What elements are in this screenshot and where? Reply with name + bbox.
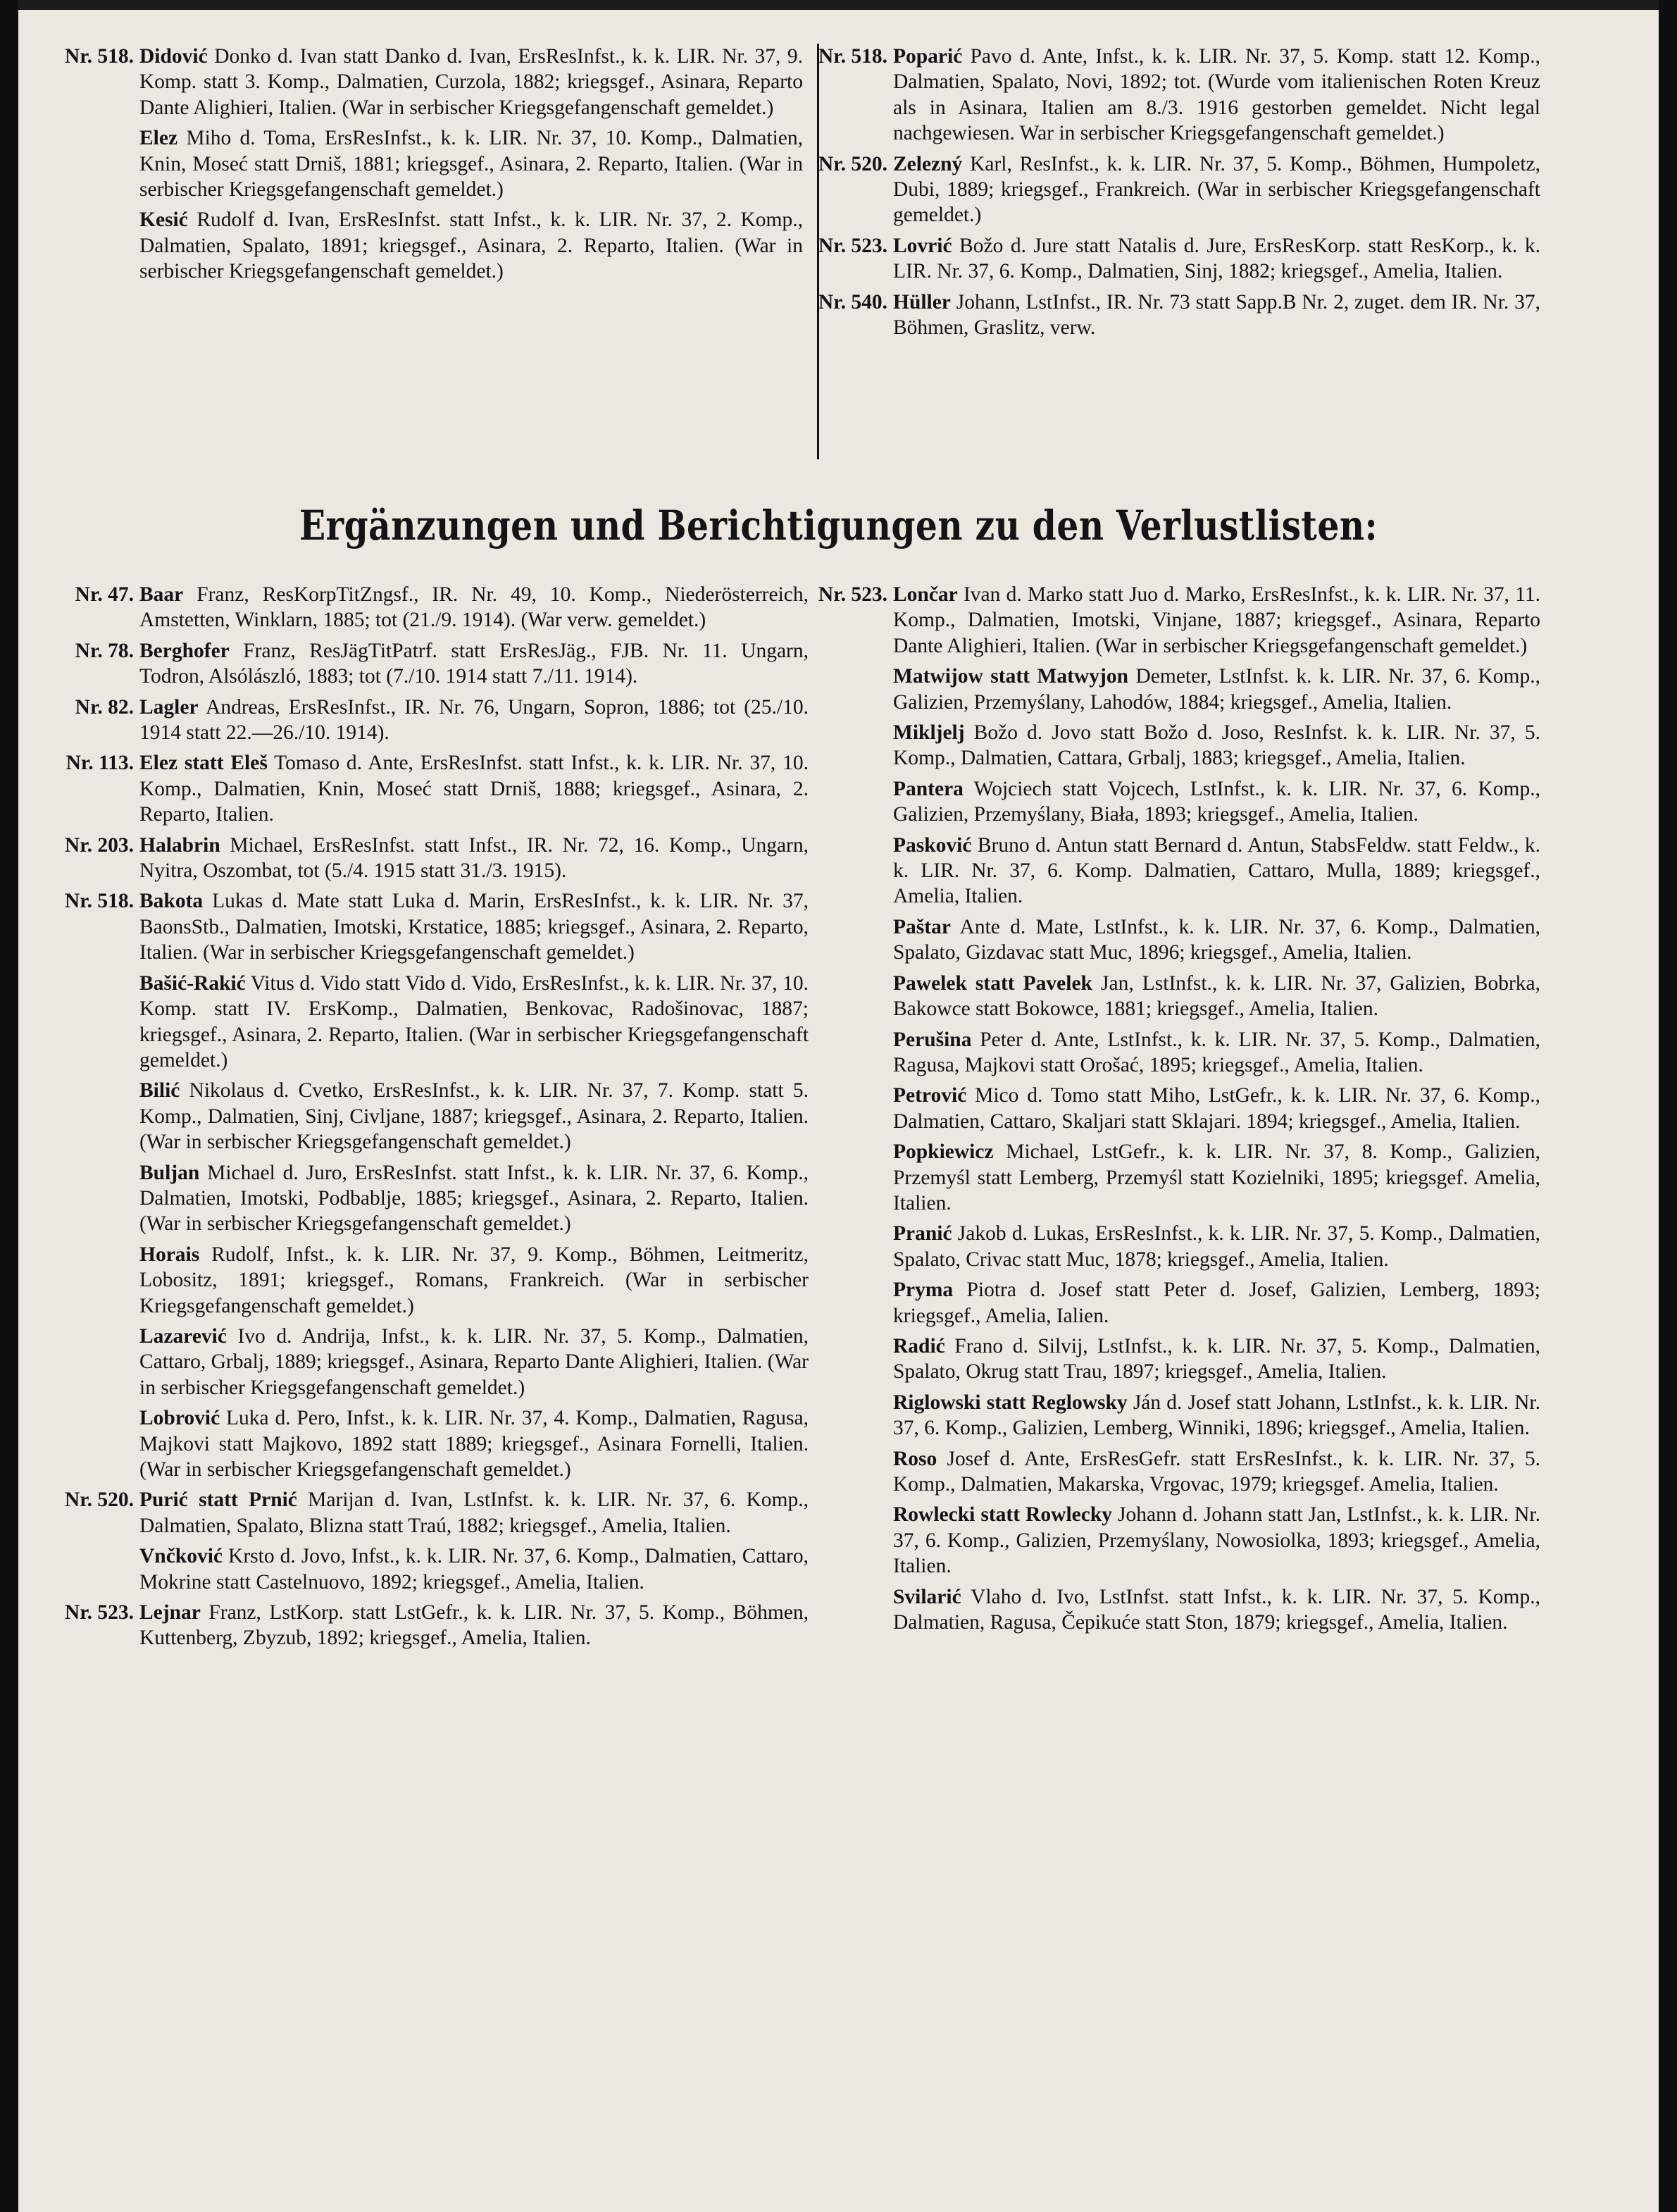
entry-name: Radić <box>893 1334 945 1357</box>
page-edge-left <box>0 0 18 2212</box>
entry-number: Nr. 520. <box>64 1489 134 1512</box>
list-entry <box>79 1543 809 1595</box>
entry-text: Tomaso d. Ante, ErsResInfst. statt Infst., k. k. LIR. Nr. 37, 10. Komp., Dalmatien, Knin, Moseć statt Drniš, 1888; kriegsgef., Asinara, 2. Reparto, Italien. <box>139 752 809 826</box>
entry-text: Pavo d. Ante, Infst., k. k. LIR. Nr. 37, 5. Komp. statt 12. Komp., Dalmatien, Spalato, Novi, 1892; tot. (Wurde vom italienischen Roten Kreuz als in Asinara, Italien am 8./3. 1916 gestorben gemeldet. Nicht legal nachgewiesen. War in serbischer Kriegsgefangenschaft gemeldet.) <box>893 45 1540 145</box>
entry-number: Nr. 518. <box>64 45 134 68</box>
entry-number: Nr. 523. <box>818 234 887 257</box>
entry-text: Johann, LstInfst., IR. Nr. 73 statt Sapp.B Nr. 2, zuget. dem IR. Nr. 37, Böhmen, Graslitz, verw. <box>893 290 1540 340</box>
list-entry <box>79 1405 809 1482</box>
entry-name: Lobrović <box>139 1407 220 1430</box>
entry-name: Pranić <box>893 1222 952 1245</box>
bottom-left-column <box>64 582 809 1656</box>
entry-name: Bilić <box>139 1079 180 1102</box>
list-entry <box>66 750 809 827</box>
entry-number: Nr. 518. <box>64 890 134 913</box>
entry-name: Zelezný <box>893 152 963 175</box>
entry-text: Michael d. Juro, ErsResInfst. statt Infst., k. k. LIR. Nr. 37, 6. Komp., Dalmatien, Imotski, Podbablje, 1885; kriegsgef., Asinara, 2. Reparto, Italien. (War in serbischer Kriegsgefangenschaft gemeldet.) <box>139 1161 809 1236</box>
entry-text: Josef d. Ante, ErsResGefr. statt ErsResInfst., k. k. LIR. Nr. 37, 5. Komp., Dalmatien, Makarska, Vrgovac, 1979; kriegsgef. Amelia, Italien. <box>893 1447 1540 1496</box>
list-entry <box>833 1139 1540 1216</box>
entry-text: Vlaho d. Ivo, LstInfst. statt Infst., k. k. LIR. Nr. 37, 5. Komp., Dalmatien, Ragusa, Čepikuće statt Ston, 1879; kriegsgef., Amelia, Italien. <box>893 1585 1540 1634</box>
entry-text: Mico d. Tomo statt Miho, LstGefr., k. k. LIR. Nr. 37, 6. Komp., Dalmatien, Cattaro, Skaljari statt Sklajari. 1894; kriegsgef., Amelia, Italien. <box>893 1084 1540 1133</box>
entry-text: Wojciech statt Vojcech, LstInfst., k. k. LIR. Nr. 37, 6. Komp., Galizien, Przemyślany, Biała, 1893; kriegsgef., Amelia, Italien. <box>893 777 1540 826</box>
entry-number: Nr. 203. <box>64 833 134 857</box>
entry-name: Horais <box>139 1243 200 1266</box>
entry-name: Popkiewicz <box>893 1141 994 1164</box>
list-entry <box>64 1600 809 1651</box>
entry-name: Didović <box>139 45 208 68</box>
page-edge-right <box>1659 0 1677 2212</box>
entry-name: Elez <box>139 127 178 150</box>
entry-number: Nr. 540. <box>818 290 887 313</box>
list-entry <box>833 1584 1540 1636</box>
entry-name: Hüller <box>893 290 951 313</box>
entry-text: Miho d. Toma, ErsResInfst., k. k. LIR. Nr. 37, 10. Komp., Dalmatien, Knin, Moseć statt Drniš, 1881; kriegsgef., Asinara, 2. Reparto, Italien. (War in serbischer Kriegsgefangenschaft gemeldet.) <box>139 127 803 201</box>
entry-text: Nikolaus d. Cvetko, ErsResInfst., k. k. LIR. Nr. 37, 7. Komp. statt 5. Komp., Dalmatien, Sinj, Civljane, 1887; kriegsgef., Asinara, 2. Reparto, Italien. (War in serbischer Kriegsgefangenschaft gemeldet.) <box>139 1079 809 1154</box>
bottom-right-column <box>818 582 1540 1640</box>
entry-number: Nr. 523. <box>64 1601 134 1624</box>
entry-text: Božo d. Jure statt Natalis d. Jure, ErsResKorp. statt ResKorp., k. k. LIR. Nr. 37, 6. Komp., Dalmatien, Sinj, 1882; kriegsgef., Amelia, Italien. <box>893 234 1540 283</box>
list-entry <box>833 833 1540 909</box>
list-entry <box>79 1242 809 1319</box>
entry-name: Lagler <box>139 695 199 719</box>
list-entry <box>833 1446 1540 1498</box>
entry-number: Nr. 113. <box>66 752 134 775</box>
entry-name: Pasković <box>893 833 972 857</box>
entry-name: Berghofer <box>139 639 230 662</box>
entry-name: Lazarević <box>139 1324 227 1348</box>
entry-name: Mikljelj <box>893 721 965 745</box>
entry-text: Piotra d. Josef statt Peter d. Josef, Galizien, Lemberg, 1893; kriegsgef., Amelia, Ialien. <box>893 1279 1540 1327</box>
entry-name: Elez statt Eleš <box>139 752 268 775</box>
entry-name: Lejnar <box>139 1601 201 1624</box>
entry-text: Jan, LstInfst., k. k. LIR. Nr. 37, Galizien, Bobrka, Bakowce statt Bokowce, 1881; kriegsgef., Amelia, Italien. <box>893 971 1540 1021</box>
entry-name: Buljan <box>139 1161 200 1184</box>
list-entry <box>833 1083 1540 1134</box>
entry-name: Bašić-Rakić <box>139 971 246 995</box>
entry-name: Vnčković <box>139 1545 223 1568</box>
list-entry <box>833 914 1540 966</box>
list-entry <box>64 44 803 120</box>
list-entry <box>833 1334 1540 1385</box>
top-left-column <box>64 44 803 290</box>
list-entry <box>75 582 809 633</box>
list-entry <box>818 44 1540 147</box>
list-entry <box>818 582 1540 659</box>
list-entry <box>833 664 1540 715</box>
entry-name: Paštar <box>893 915 951 938</box>
entry-text: Karl, ResInfst., k. k. LIR. Nr. 37, 5. Komp., Böhmen, Humpoletz, Dubi, 1889; kriegsgef., Frankreich. (War in serbischer Kriegsgefangenschaft gemeldet.) <box>893 152 1540 227</box>
entry-number: Nr. 82. <box>75 695 134 719</box>
entry-name: Lovrić <box>893 234 952 257</box>
list-entry <box>833 776 1540 828</box>
entry-text: Johann d. Johann statt Jan, LstInfst., k. k. LIR. Nr. 37, 6. Komp., Galizien, Przemyślany, Nowosiolka, 1893; kriegsgef., Amelia, Italien. <box>893 1503 1540 1578</box>
entry-name: Poparić <box>893 45 963 68</box>
entry-text: Frano d. Silvij, LstInfst., k. k. LIR. Nr. 37, 5. Komp., Dalmatien, Spalato, Okrug statt Trau, 1897; kriegsgef., Amelia, Italien. <box>893 1334 1540 1384</box>
entry-name: Purić statt Prnić <box>139 1489 297 1512</box>
list-entry <box>833 1221 1540 1272</box>
list-entry <box>833 720 1540 771</box>
list-entry <box>818 233 1540 285</box>
entry-name: Riglowski statt Reglowsky <box>893 1391 1128 1414</box>
entry-text: Peter d. Ante, LstInfst., k. k. LIR. Nr. 37, 5. Komp., Dalmatien, Ragusa, Majkovi statt Orošać, 1895; kriegsgef., Amelia, Italien. <box>893 1028 1540 1076</box>
list-entry <box>833 1502 1540 1579</box>
entry-name: Kesić <box>139 209 188 232</box>
entry-name: Perušina <box>893 1028 972 1051</box>
entry-number: Nr. 523. <box>818 583 887 606</box>
entry-number: Nr. 78. <box>75 639 134 662</box>
entry-name: Pryma <box>893 1279 954 1302</box>
entry-text: Vitus d. Vido statt Vido d. Vido, ErsResInfst., k. k. LIR. Nr. 37, 10. Komp. statt IV. ErsKomp., Dalmatien, Benkovac, Radošinovac, 1887; kriegsgef., Asinara, 2. Reparto, Italien. (War in serbischer Kriegsgefangenschaft gemeldet.) <box>139 971 809 1071</box>
entry-name: Rowlecki statt Rowlecky <box>893 1503 1113 1527</box>
entry-number: Nr. 47. <box>75 583 134 606</box>
list-entry <box>79 207 803 284</box>
entry-text: Donko d. Ivan statt Danko d. Ivan, ErsResInfst., k. k. LIR. Nr. 37, 9. Komp. statt 3. Komp., Dalmatien, Curzola, 1882; kriegsgef., Asinara, Reparto Dante Alighieri, Italien. (War in serbischer Kriegsgefangenschaft gemeldet.) <box>139 45 803 119</box>
entry-text: Franz, LstKorp. statt LstGefr., k. k. LIR. Nr. 37, 5. Komp., Böhmen, Kuttenberg, Zbyzub, 1892; kriegsgef., Amelia, Italien. <box>139 1601 809 1650</box>
entry-text: Michael, LstGefr., k. k. LIR. Nr. 37, 8. Komp., Galizien, Przemyśl statt Lemberg, Przemyśl statt Kozielniki, 1895; kriegsgef. Amelia, Italien. <box>893 1141 1540 1214</box>
list-entry <box>79 1324 809 1400</box>
entry-text: Božo d. Jovo statt Božo d. Joso, ResInfst. k. k. LIR. Nr. 37, 5. Komp., Dalmatien, Cattara, Grbalj, 1883; kriegsgef., Amelia, Italien. <box>893 721 1540 770</box>
page-edge-top <box>0 0 1677 10</box>
entry-text: Franz, ResJägTitPatrf. statt ErsResJäg., FJB. Nr. 11. Ungarn, Todron, Alsólászló, 1883; tot (7./10. 1914 statt 7./11. 1914). <box>139 639 809 688</box>
list-entry <box>79 971 809 1074</box>
entry-text: Andreas, ErsResInfst., IR. Nr. 76, Ungarn, Sopron, 1886; tot (25./10. 1914 statt 22.—26./10. 1914). <box>139 695 809 745</box>
list-entry <box>79 1160 809 1237</box>
entry-name: Pawelek statt Pavelek <box>893 971 1092 995</box>
list-entry <box>64 888 809 965</box>
entry-name: Halabrin <box>139 833 220 857</box>
entry-text: Marijan d. Ivan, LstInfst. k. k. LIR. Nr. 37, 6. Komp., Dalmatien, Spalato, Blizna statt Traú, 1882; kriegsgef., Amelia, Italien. <box>139 1489 809 1537</box>
entry-text: Rudolf d. Ivan, ErsResInfst. statt Infst., k. k. LIR. Nr. 37, 2. Komp., Dalmatien, Spalato, 1891; kriegsgef., Asinara, 2. Reparto, Italien. (War in serbischer Kriegsgefangenschaft gemeldet.) <box>139 209 803 283</box>
entry-text: Bruno d. Antun statt Bernard d. Antun, StabsFeldw. statt Feldw., k. k. LIR. Nr. 37, 6. Komp. Dalmatien, Cattaro, Mulla, 1889; kriegsgef., Amelia, Italien. <box>893 833 1540 908</box>
entry-number: Nr. 518. <box>818 45 887 68</box>
entry-name: Bakota <box>139 890 204 913</box>
entry-text: Demeter, LstInfst. k. k. LIR. Nr. 37, 6. Komp., Galizien, Przemyślany, Lahodów, 1884; kriegsgef., Amelia, Italien. <box>893 665 1540 714</box>
list-entry <box>75 695 809 746</box>
entry-text: Luka d. Pero, Infst., k. k. LIR. Nr. 37, 4. Komp., Dalmatien, Ragusa, Majkovi statt Majkovo, 1892 statt 1889; kriegsgef., Asinara Fornelli, Italien. (War in serbischer Kriegsgefangenschaft gemeldet.) <box>139 1407 809 1481</box>
list-entry <box>79 125 803 202</box>
entry-text: Lukas d. Mate statt Luka d. Marin, ErsResInfst., k. k. LIR. Nr. 37, BaonsStb., Dalmatien, Imotski, Krstatice, 1885; kriegsgef., Asinara, 2. Reparto, Italien. (War in serbischer Kriegsgefangenschaft gemeldet.) <box>139 890 809 964</box>
list-entry <box>818 290 1540 341</box>
entry-name: Roso <box>893 1447 937 1470</box>
entry-name: Pantera <box>893 777 964 800</box>
list-entry <box>833 1027 1540 1079</box>
top-right-column <box>818 44 1540 345</box>
entry-name: Svilarić <box>893 1585 961 1608</box>
list-entry <box>833 971 1540 1022</box>
entry-number: Nr. 520. <box>818 152 887 175</box>
entry-text: Michael, ErsResInfst. statt Infst., IR. Nr. 72, 16. Komp., Ungarn, Nyitra, Oszombat, tot (5./4. 1915 statt 31./3. 1915). <box>139 833 809 883</box>
entry-name: Baar <box>139 583 184 606</box>
list-entry <box>833 1390 1540 1441</box>
entry-text: Jakob d. Lukas, ErsResInfst., k. k. LIR. Nr. 37, 5. Komp., Dalmatien, Spalato, Crivac statt Muc, 1878; kriegsgef., Amelia, Italien. <box>893 1222 1540 1271</box>
entry-text: Krsto d. Jovo, Infst., k. k. LIR. Nr. 37, 6. Komp., Dalmatien, Cattaro, Mokrine statt Castelnuovo, 1892; kriegsgef., Amelia, Italien. <box>139 1545 809 1593</box>
entry-name: Matwijow statt Matwyjon <box>893 665 1128 688</box>
entry-text: Ante d. Mate, LstInfst., k. k. LIR. Nr. 37, 6. Komp., Dalmatien, Spalato, Gizdavac statt Muc, 1896; kriegsgef., Amelia, Italien. <box>893 915 1540 964</box>
list-entry <box>818 151 1540 228</box>
list-entry <box>79 1078 809 1155</box>
list-entry <box>75 638 809 690</box>
entry-text: Ivo d. Andrija, Infst., k. k. LIR. Nr. 37, 5. Komp., Dalmatien, Cattaro, Grbalj, 1889; kriegsgef., Asinara, Reparto Dante Alighieri, Italien. (War in serbischer Kriegsgefangenschaft gemeldet.) <box>139 1324 809 1399</box>
list-entry <box>833 1277 1540 1329</box>
entry-name: Lončar <box>893 583 958 606</box>
entry-text: Franz, ResKorpTitZngsf., IR. Nr. 49, 10. Komp., Niederösterreich, Amstetten, Winklarn, 1885; tot (21./9. 1914). (War verw. gemeldet.) <box>139 583 809 632</box>
list-entry <box>64 1487 809 1539</box>
entry-name: Petrović <box>893 1084 967 1107</box>
entry-text: Ján d. Josef statt Johann, LstInfst., k. k. LIR. Nr. 37, 6. Komp., Galizien, Lemberg, Winniki, 1896; kriegsgef., Amelia, Italien. <box>893 1391 1540 1440</box>
entry-text: Rudolf, Infst., k. k. LIR. Nr. 37, 9. Komp., Böhmen, Leitmeritz, Lobositz, 1891; kriegsgef., Romans, Frankreich. (War in serbischer Kriegsgefangenschaft gemeldet.) <box>139 1243 809 1317</box>
page-heading: Ergänzungen und Berichtigungen zu den Verlustlisten: <box>299 502 1378 549</box>
list-entry <box>64 833 809 884</box>
entry-text: Ivan d. Marko statt Juo d. Marko, ErsResInfst., k. k. LIR. Nr. 37, 11. Komp., Dalmatien, Imotski, Vinjane, 1887; kriegsgef., Asinara, Reparto Dante Alighieri, Italien. (War in serbischer Kriegsgefangenschaft gemeldet.) <box>893 583 1540 657</box>
